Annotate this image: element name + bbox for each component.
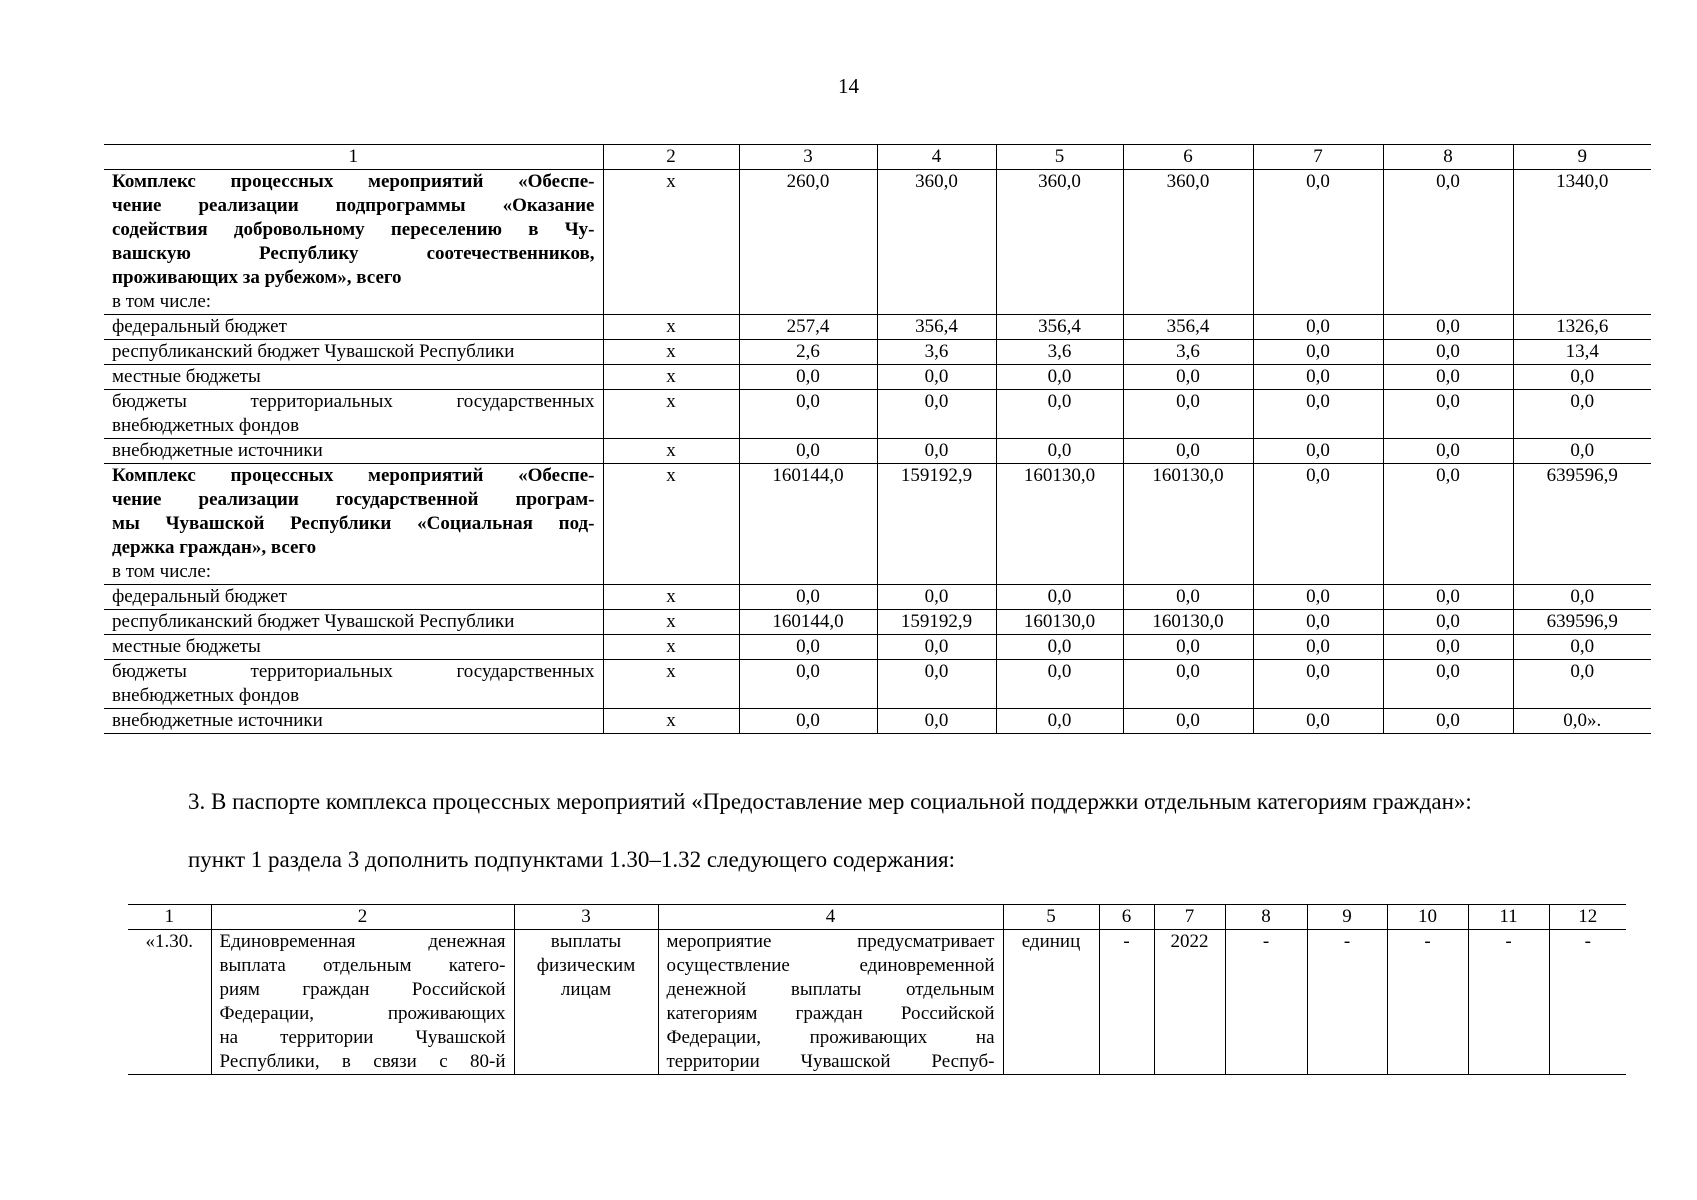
table-cell: x <box>603 610 739 635</box>
row-label: бюджеты территориальных государственных внебюджетных фондов <box>104 660 603 709</box>
table-cell: 0,0 <box>1513 365 1651 390</box>
table-cell: 0,0 <box>1253 390 1383 439</box>
table-cell: 639596,9 <box>1513 610 1651 635</box>
table-cell: 3,6 <box>996 340 1123 365</box>
table-cell: 0,0 <box>996 365 1123 390</box>
measure-name: Единовременная денежная выплата отдельным катего- риям граждан Российской Федерации, проживающих на территории Чувашской Республики, в связи с 80-й <box>211 930 514 1075</box>
table-cell: 0,0 <box>739 585 877 610</box>
table-cell: 0,0 <box>1513 439 1651 464</box>
table-cell: 0,0 <box>1253 709 1383 734</box>
table-cell: 0,0 <box>1253 315 1383 340</box>
column-header: 1 <box>128 905 211 930</box>
table-cell: 360,0 <box>996 170 1123 315</box>
table-cell: 0,0 <box>739 635 877 660</box>
table-cell: 0,0 <box>996 660 1123 709</box>
row-label: внебюджетные источники <box>104 709 603 734</box>
table-cell: 0,0 <box>996 709 1123 734</box>
table-cell: 0,0 <box>1253 635 1383 660</box>
table-cell: 0,0 <box>739 390 877 439</box>
table-cell: 0,0 <box>877 390 996 439</box>
table-cell: 639596,9 <box>1513 464 1651 585</box>
table-cell: x <box>603 660 739 709</box>
table-row <box>104 585 1651 610</box>
table-cell: 0,0 <box>1383 585 1513 610</box>
table-row <box>104 170 1651 315</box>
table-cell: 0,0 <box>1513 635 1651 660</box>
table-cell: 0,0 <box>996 390 1123 439</box>
row-label: местные бюджеты <box>104 635 603 660</box>
measure-description: мероприятие предусматривает осуществление единовременной денежной выплаты отдельным категориям граждан Российской Федерации, проживающих на территории Чувашской Респуб- <box>658 930 1003 1075</box>
table-cell: 159192,9 <box>877 610 996 635</box>
table-cell: 2,6 <box>739 340 877 365</box>
table-cell: 0,0 <box>1253 585 1383 610</box>
table-cell: 160130,0 <box>1123 464 1253 585</box>
table-cell: 0,0 <box>996 585 1123 610</box>
measures-table <box>128 904 1626 1075</box>
table-cell: 0,0 <box>1383 390 1513 439</box>
table-cell: 160130,0 <box>996 610 1123 635</box>
table-cell: 260,0 <box>739 170 877 315</box>
column-header: 12 <box>1549 905 1626 930</box>
row-label: федеральный бюджет <box>104 315 603 340</box>
table-cell: 0,0 <box>1383 464 1513 585</box>
measure-type: выплаты физическим лицам <box>514 930 658 1075</box>
column-header: 1 <box>104 145 603 170</box>
table-cell: 3,6 <box>1123 340 1253 365</box>
table-cell: 0,0». <box>1513 709 1651 734</box>
table-cell: x <box>603 170 739 315</box>
table-cell: 2022 <box>1154 930 1225 1075</box>
table-cell: 0,0 <box>996 439 1123 464</box>
row-label: местные бюджеты <box>104 365 603 390</box>
table-cell: 0,0 <box>739 709 877 734</box>
row-label: федеральный бюджет <box>104 585 603 610</box>
table-cell: 0,0 <box>1253 340 1383 365</box>
table-header-row <box>104 145 1651 170</box>
table-cell: 0,0 <box>877 660 996 709</box>
table-cell: 160144,0 <box>739 610 877 635</box>
table-cell: 0,0 <box>1383 365 1513 390</box>
table-cell: - <box>1099 930 1154 1075</box>
table-row <box>104 439 1651 464</box>
table-cell: 1326,6 <box>1513 315 1651 340</box>
column-header: 6 <box>1123 145 1253 170</box>
column-header: 9 <box>1513 145 1651 170</box>
table-cell: 0,0 <box>877 635 996 660</box>
page-number: 14 <box>838 74 859 98</box>
table-cell: 0,0 <box>1123 635 1253 660</box>
block-title: Комплекс процессных мероприятий «Обеспе- чение реализации государственной програм- мы Чувашской Республики «Социальная под- держка граждан», всего в том числе: <box>104 464 603 585</box>
column-header: 4 <box>658 905 1003 930</box>
table-cell: 0,0 <box>739 439 877 464</box>
table-cell: 1340,0 <box>1513 170 1651 315</box>
column-header: 3 <box>739 145 877 170</box>
column-header: 5 <box>996 145 1123 170</box>
column-header: 2 <box>603 145 739 170</box>
table-cell: 0,0 <box>1383 315 1513 340</box>
column-header: 2 <box>211 905 514 930</box>
table-cell: 0,0 <box>1383 660 1513 709</box>
table-cell: 0,0 <box>1383 635 1513 660</box>
table-cell: 0,0 <box>1253 439 1383 464</box>
column-header: 7 <box>1253 145 1383 170</box>
table-cell: 0,0 <box>1253 660 1383 709</box>
table-cell: 0,0 <box>877 439 996 464</box>
table-cell: 0,0 <box>996 635 1123 660</box>
table-row <box>104 610 1651 635</box>
table-cell: x <box>603 709 739 734</box>
table-cell: 356,4 <box>1123 315 1253 340</box>
table-cell: 160130,0 <box>1123 610 1253 635</box>
column-header: 11 <box>1468 905 1549 930</box>
table-cell: 159192,9 <box>877 464 996 585</box>
table-cell: - <box>1387 930 1468 1075</box>
table-row <box>128 930 1626 1075</box>
table-cell: 356,4 <box>996 315 1123 340</box>
table-cell: 160130,0 <box>996 464 1123 585</box>
table-cell: 13,4 <box>1513 340 1651 365</box>
table-cell: 0,0 <box>1383 610 1513 635</box>
table-cell: 0,0 <box>1513 660 1651 709</box>
table-row <box>104 340 1651 365</box>
table-row <box>104 390 1651 439</box>
table-cell: 0,0 <box>877 585 996 610</box>
column-header: 4 <box>877 145 996 170</box>
table-cell: 0,0 <box>1383 709 1513 734</box>
table-row <box>104 315 1651 340</box>
table-cell: x <box>603 390 739 439</box>
table-cell: 0,0 <box>1513 390 1651 439</box>
funding-table <box>104 144 1651 734</box>
table-cell: 360,0 <box>1123 170 1253 315</box>
table-cell: 0,0 <box>1253 464 1383 585</box>
column-header: 3 <box>514 905 658 930</box>
table-cell: единиц <box>1003 930 1099 1075</box>
table-row <box>104 365 1651 390</box>
column-header: 9 <box>1307 905 1387 930</box>
table-cell: 0,0 <box>739 660 877 709</box>
paragraph-item-1: пункт 1 раздела 3 дополнить подпунктами 1.30–1.32 следующего содержания: <box>188 847 955 872</box>
table-cell: x <box>603 635 739 660</box>
table-cell: 360,0 <box>877 170 996 315</box>
table-cell: 0,0 <box>1253 365 1383 390</box>
table-cell: 0,0 <box>1383 340 1513 365</box>
table-cell: x <box>603 315 739 340</box>
paragraph-item-3: 3. В паспорте комплекса процессных мероприятий «Предоставление мер социальной поддержки отдельным категориям граждан»: <box>188 789 1472 814</box>
row-label: республиканский бюджет Чувашской Республики <box>104 340 603 365</box>
table-cell: x <box>603 439 739 464</box>
column-header: 8 <box>1383 145 1513 170</box>
table-cell: 257,4 <box>739 315 877 340</box>
table-cell: - <box>1468 930 1549 1075</box>
column-header: 6 <box>1099 905 1154 930</box>
table-cell: 0,0 <box>877 709 996 734</box>
table-header-row <box>128 905 1626 930</box>
table-cell: - <box>1307 930 1387 1075</box>
table-cell: 0,0 <box>1123 660 1253 709</box>
table-cell: 3,6 <box>877 340 996 365</box>
table-cell: 0,0 <box>1123 390 1253 439</box>
table-cell: 0,0 <box>1123 709 1253 734</box>
table-cell: 0,0 <box>1123 585 1253 610</box>
table-row <box>104 660 1651 709</box>
block-title: Комплекс процессных мероприятий «Обеспе- чение реализации подпрограммы «Оказание содействия добровольному переселению в Чу- вашскую Республику соотечественников, проживающих за рубежом», всего в том числе: <box>112 171 595 312</box>
table-cell: - <box>1549 930 1626 1075</box>
table-cell: 0,0 <box>1123 439 1253 464</box>
table-row <box>104 635 1651 660</box>
table-cell: 356,4 <box>877 315 996 340</box>
table-cell: x <box>603 365 739 390</box>
row-label: республиканский бюджет Чувашской Республики <box>104 610 603 635</box>
column-header: 5 <box>1003 905 1099 930</box>
table-cell: x <box>603 464 739 585</box>
table-cell: 0,0 <box>877 365 996 390</box>
row-label: внебюджетные источники <box>104 439 603 464</box>
column-header: 10 <box>1387 905 1468 930</box>
table-cell: 0,0 <box>1383 439 1513 464</box>
table-cell: 0,0 <box>1513 585 1651 610</box>
table-row <box>104 709 1651 734</box>
table-cell: 0,0 <box>1253 610 1383 635</box>
table-cell: 0,0 <box>739 365 877 390</box>
table-row <box>104 464 1651 585</box>
table-cell: 0,0 <box>1123 365 1253 390</box>
table-cell: - <box>1225 930 1307 1075</box>
table-cell: 0,0 <box>1253 170 1383 315</box>
table-cell: x <box>603 585 739 610</box>
column-header: 8 <box>1225 905 1307 930</box>
column-header: 7 <box>1154 905 1225 930</box>
table-cell: 0,0 <box>1383 170 1513 315</box>
table-cell: 160144,0 <box>739 464 877 585</box>
item-number: «1.30. <box>128 930 211 1075</box>
row-label: бюджеты территориальных государственных внебюджетных фондов <box>104 390 603 439</box>
table-cell: x <box>603 340 739 365</box>
